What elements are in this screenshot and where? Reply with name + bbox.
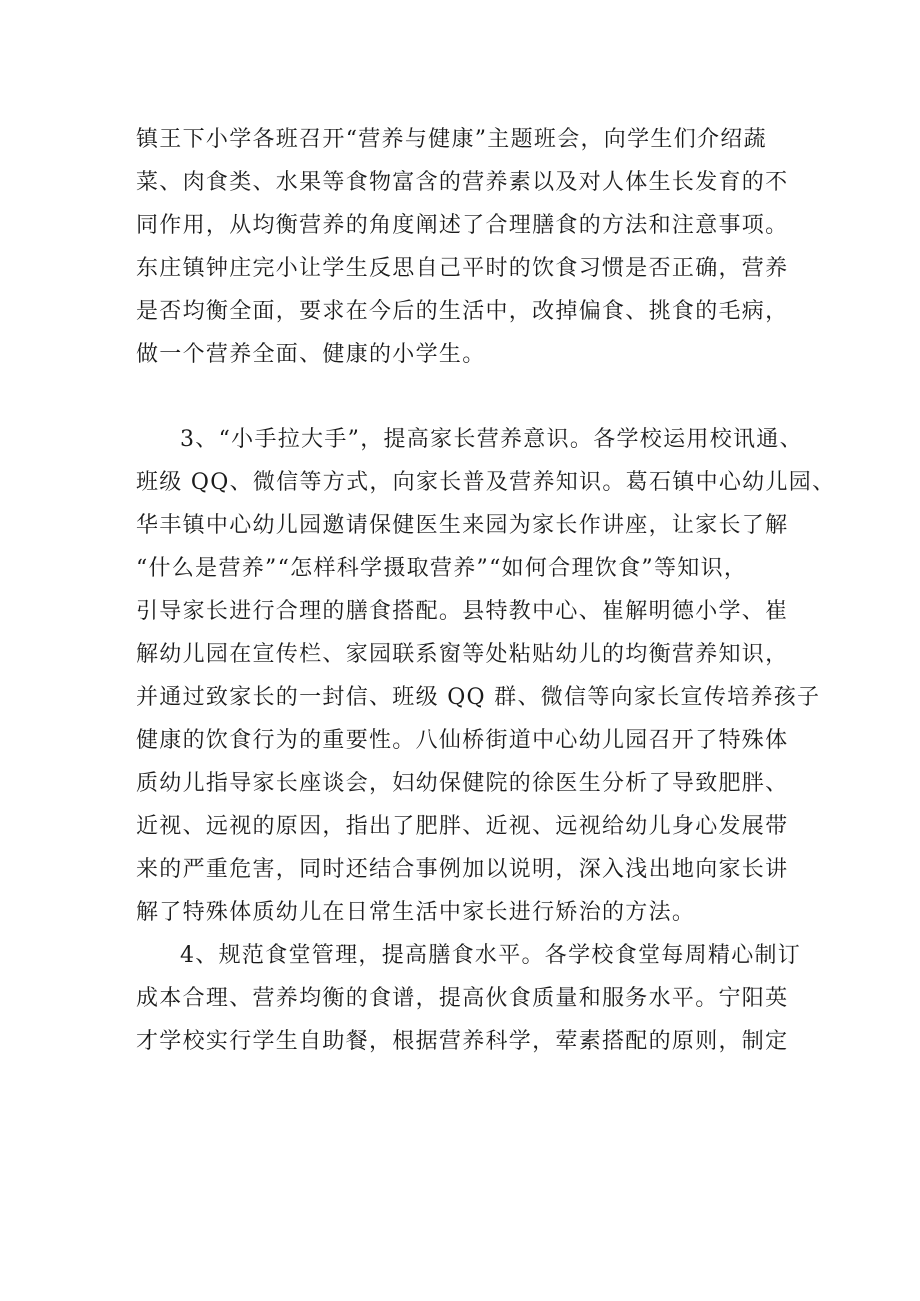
paragraph-line: 并通过致家长的一封信、班级 QQ 群、微信等向家长宣传培养孩子 xyxy=(136,685,821,710)
paragraph-canteen-management xyxy=(136,934,802,1063)
paragraph-line: 来的严重危害，同时还结合事例加以说明，深入浅出地向家长讲 xyxy=(136,857,789,882)
paragraph-line: 做一个营养全面、健康的小学生。 xyxy=(136,342,486,367)
paragraph-line: 镇王下小学各班召开“营养与健康”主题班会，向学生们介绍蔬 xyxy=(136,127,767,152)
paragraph-parent-awareness xyxy=(136,418,836,934)
paragraph-line: 是否均衡全面，要求在今后的生活中，改掉偏食、挑食的毛病， xyxy=(136,299,789,324)
paragraph-line: “什么是营养”“怎样科学摄取营养”“如何合理饮食”等知识， xyxy=(136,556,748,581)
paragraph-line: 近视、远视的原因，指出了肥胖、近视、远视给幼儿身心发展带 xyxy=(136,814,789,839)
paragraph-line: 质幼儿指导家长座谈会，妇幼保健院的徐医生分析了导致肥胖、 xyxy=(136,771,789,796)
paragraph-line: 才学校实行学生自助餐，根据营养科学，荤素搭配的原则，制定 xyxy=(136,1029,789,1054)
paragraph-line: 班级 QQ、微信等方式，向家长普及营养知识。葛石镇中心幼儿园、 xyxy=(136,470,836,495)
paragraph-line: 菜、肉食类、水果等食物富含的营养素以及对人体生长发育的不 xyxy=(136,170,789,195)
paragraph-class-meetings xyxy=(136,118,798,376)
paragraph-line: 华丰镇中心幼儿园邀请保健医生来园为家长作讲座，让家长了解 xyxy=(136,513,789,538)
paragraph-line: 东庄镇钟庄完小让学生反思自己平时的饮食习惯是否正确，营养 xyxy=(136,256,789,281)
paragraph-line: 同作用，从均衡营养的角度阐述了合理膳食的方法和注意事项。 xyxy=(136,213,789,238)
paragraph-line: 解了特殊体质幼儿在日常生活中家长进行矫治的方法。 xyxy=(136,900,696,925)
paragraph-line: 引导家长进行合理的膳食搭配。县特教中心、崔解明德小学、崔 xyxy=(136,599,789,624)
paragraph-line: 成本合理、营养均衡的食谱，提高伙食质量和服务水平。宁阳英 xyxy=(136,986,789,1011)
paragraph-line: 3、“小手拉大手”，提高家长营养意识。各学校运用校讯通、 xyxy=(180,427,803,452)
paragraph-line: 4、规范食堂管理，提高膳食水平。各学校食堂每周精心制订 xyxy=(180,943,802,968)
paragraph-line: 健康的饮食行为的重要性。八仙桥街道中心幼儿园召开了特殊体 xyxy=(136,728,789,753)
paragraph-line: 解幼儿园在宣传栏、家园联系窗等处粘贴幼儿的均衡营养知识， xyxy=(136,642,789,667)
